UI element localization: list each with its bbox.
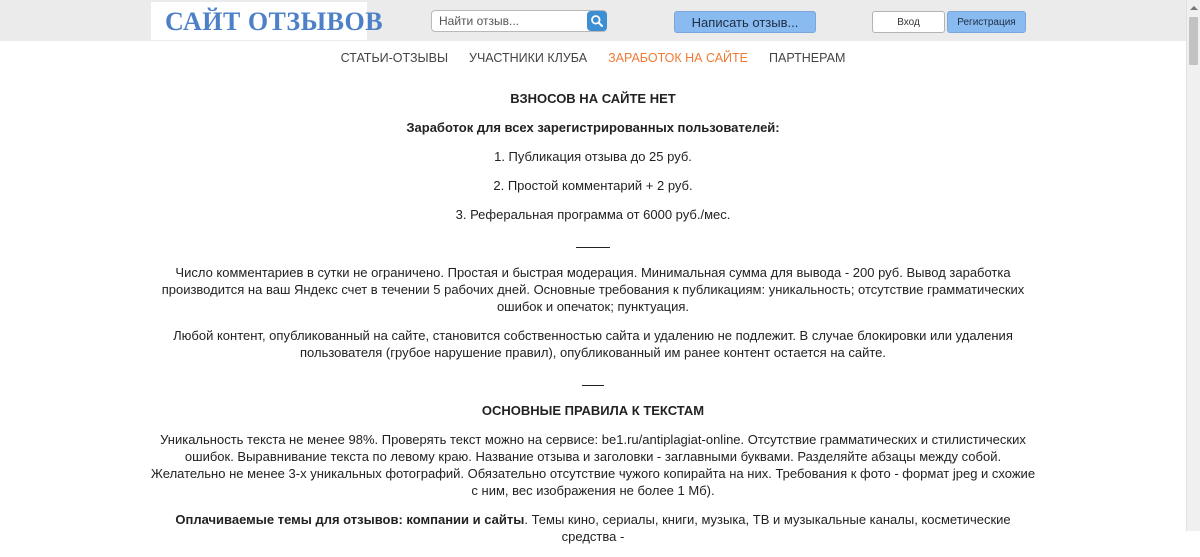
register-button[interactable]: Регистрация [947, 11, 1026, 33]
separator [150, 235, 1036, 252]
chevron-up-icon [1190, 5, 1198, 11]
earn-item-3: 3. Реферальная программа от 6000 руб./мес. [455, 207, 731, 222]
header-bar [0, 0, 1186, 41]
site-logo[interactable]: САЙТ ОТЗЫВОВ [165, 7, 384, 36]
search-button[interactable] [587, 11, 607, 31]
rules-paragraph: Уникальность текста не менее 98%. Проверять текст можно на сервисе: be1.ru/antiplagiat-online. Отсутствие грамматических и стилистических ошибок. Выравнивание текста по левому краю. Название отзыва и заголовки - заглавными буквами. Разделяйте абзацы между собой. Желательно не менее 3-х уникальных фотографий. Обязательно отсутствие чужого копирайта на них. Требования к фото - формат jpeg и схожие с ним, вес изображения не более 1 Мб). [150, 432, 1036, 498]
earn-item-2: 2. Простой комментарий + 2 руб. [493, 178, 693, 193]
earnings-heading: Заработок для всех зарегистрированных пользователей: [406, 120, 780, 135]
topics-paragraph [150, 511, 1036, 545]
logo-box[interactable] [151, 2, 384, 40]
nav-item-partners[interactable]: ПАРТНЕРАМ [769, 51, 846, 65]
separator [150, 373, 1036, 390]
topics-bold: Оплачиваемые темы для отзывов: компании и сайты [175, 512, 525, 527]
nav-item-club-members[interactable]: УЧАСТНИКИ КЛУБА [469, 51, 588, 65]
scroll-up-arrow[interactable] [1187, 0, 1200, 16]
login-button[interactable]: Вход [872, 11, 945, 33]
vertical-scrollbar[interactable] [1186, 0, 1200, 531]
write-review-button[interactable]: Написать отзыв... [674, 11, 816, 33]
nav-item-articles[interactable]: СТАТЬИ-ОТЗЫВЫ [340, 51, 449, 65]
rules-heading: ОСНОВНЫЕ ПРАВИЛА К ТЕКСТАМ [481, 403, 705, 418]
search-input[interactable] [431, 10, 607, 32]
main-content [150, 90, 1036, 557]
earn-item-1: 1. Публикация отзыва до 25 руб. [494, 149, 692, 164]
no-fees-heading: ВЗНОСОВ НА САЙТЕ НЕТ [510, 91, 676, 106]
ownership-paragraph: Любой контент, опубликованный на сайте, становится собственностью сайта и удалению не подлежит. В случае блокировки или удаления пользователя (грубое нарушение правил), опубликованный им ранее контент остается на сайте. [173, 328, 1013, 360]
search-icon [590, 14, 604, 28]
scroll-thumb[interactable] [1189, 17, 1198, 65]
main-nav [0, 51, 1186, 65]
topics-rest: . Темы кино, сериалы, книги, музыка, ТВ и музыкальные каналы, косметические средства - [524, 512, 1011, 544]
nav-item-earnings[interactable]: ЗАРАБОТОК НА САЙТЕ [608, 51, 749, 65]
moderation-paragraph: Число комментариев в сутки не ограничено. Простая и быстрая модерация. Минимальная сумма для вывода - 200 руб. Вывод заработка производится на ваш Яндекс счет в течении 5 рабочих дней. Основные требования к публикациям: уникальность; отсутствие грамматических ошибок и опечаток; пунктуация. [161, 265, 1025, 314]
